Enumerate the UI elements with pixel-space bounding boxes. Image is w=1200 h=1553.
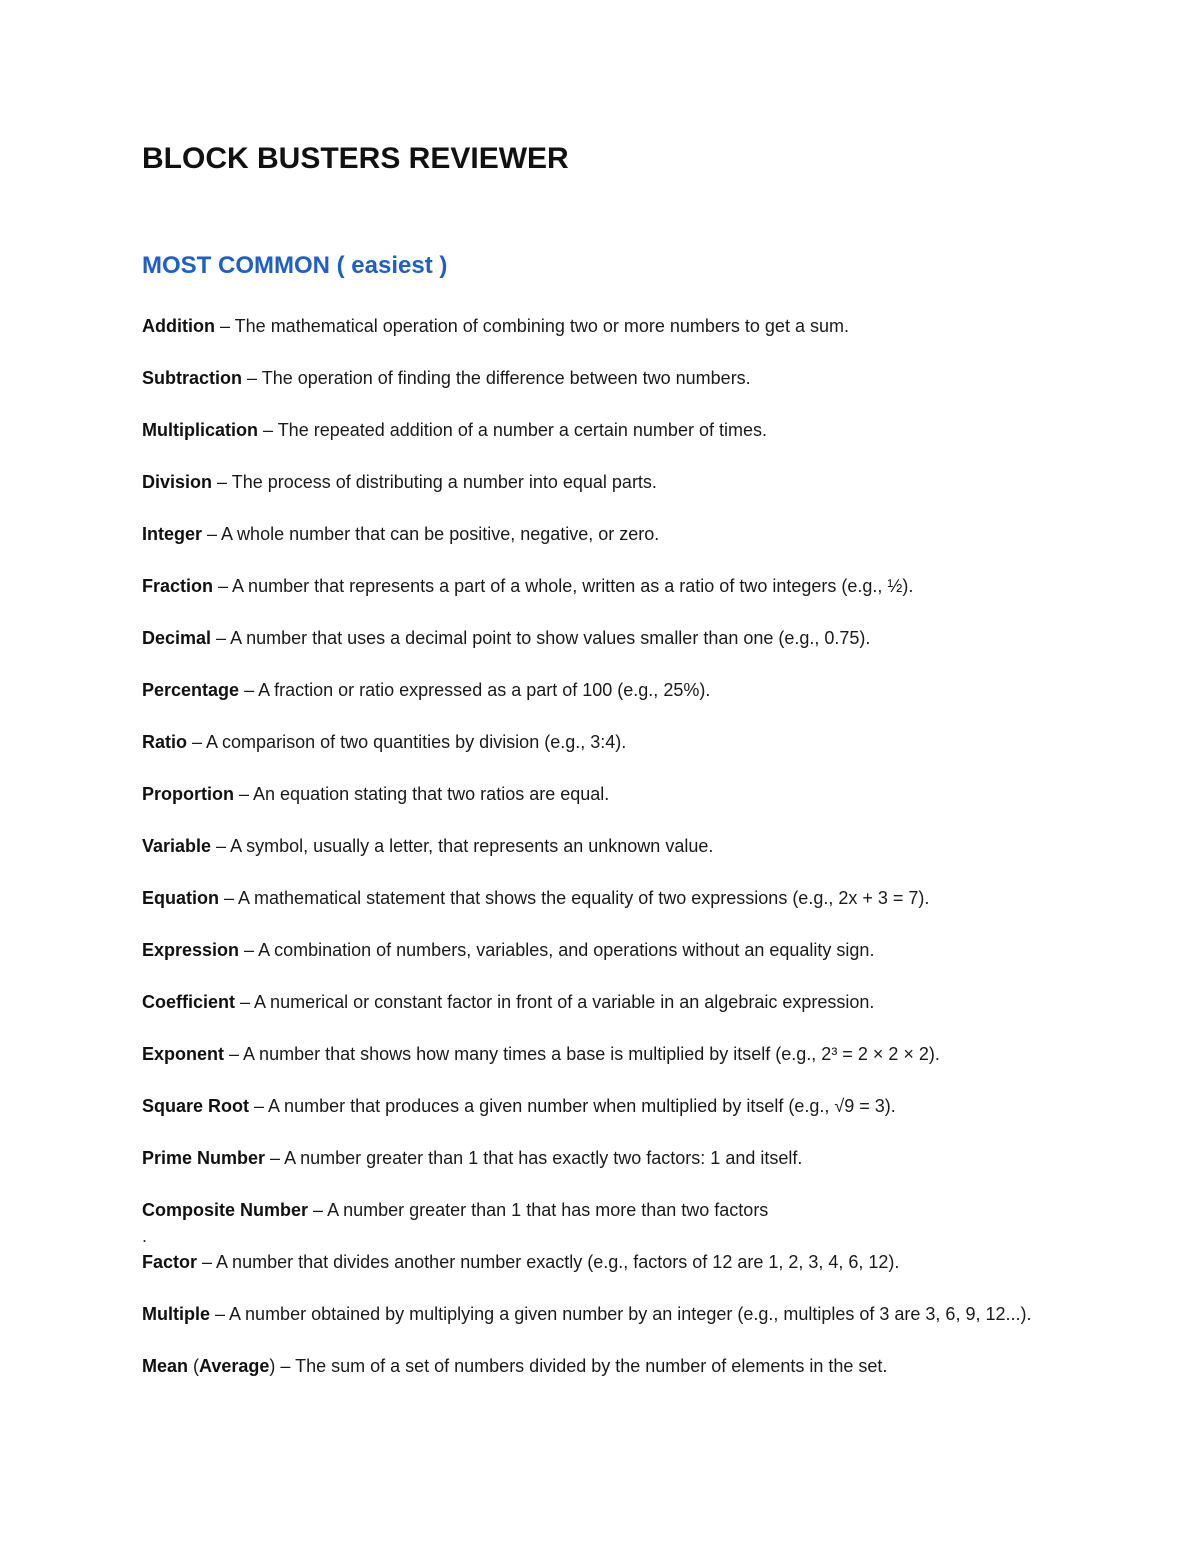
definition: A mathematical statement that shows the equality of two expressions (e.g., 2x + 3 = 7). [238, 888, 930, 908]
definition-entry-exponent [142, 1040, 1072, 1068]
definition-entry-variable [142, 832, 1072, 860]
definition: A number that divides another number exactly (e.g., factors of 12 are 1, 2, 3, 4, 6, 12). [216, 1252, 900, 1272]
term: Subtraction [142, 368, 243, 388]
definition-entry-fraction [142, 572, 1072, 600]
definition: A number that uses a decimal point to show values smaller than one (e.g., 0.75). [230, 628, 871, 648]
term: Expression [142, 940, 240, 960]
term: Mean [142, 1356, 189, 1376]
definition-entry-prime-number [142, 1144, 1072, 1172]
definition-entry-decimal [142, 624, 1072, 652]
paren-close: ) [269, 1356, 276, 1376]
definition-list [142, 312, 1072, 1404]
paren-open: ( [188, 1356, 200, 1376]
term: Coefficient [142, 992, 236, 1012]
separator: – [224, 1044, 244, 1064]
section-heading: MOST COMMON ( easiest ) [142, 252, 448, 279]
separator: – [211, 628, 231, 648]
separator: – [249, 1096, 269, 1116]
definition-entry-coefficient [142, 988, 1072, 1016]
separator: – [210, 1304, 230, 1324]
definition: A number obtained by multiplying a given number by an integer (e.g., multiples of 3 are 3, 6, 9, 12...). [229, 1304, 1032, 1324]
term: Variable [142, 836, 212, 856]
definition: The operation of finding the difference between two numbers. [261, 368, 751, 388]
definition: A number that shows how many times a base is multiplied by itself (e.g., 2³ = 2 × 2 × 2). [243, 1044, 940, 1064]
separator: – [258, 420, 278, 440]
term: Factor [142, 1252, 198, 1272]
term: Fraction [142, 576, 214, 596]
term: Square Root [142, 1096, 250, 1116]
separator: – [235, 992, 255, 1012]
definition-entry-factor [142, 1248, 1072, 1276]
definition-entry-multiple [142, 1300, 1072, 1328]
definition: The process of distributing a number into equal parts. [231, 472, 657, 492]
definition: The mathematical operation of combining two or more numbers to get a sum. [234, 316, 849, 336]
definition: A number that produces a given number when multiplied by itself (e.g., √9 = 3). [268, 1096, 896, 1116]
separator: – [187, 732, 207, 752]
term: Percentage [142, 680, 240, 700]
document-title: BLOCK BUSTERS REVIEWER [142, 142, 569, 175]
separator: – [308, 1200, 328, 1220]
separator: – [214, 316, 235, 336]
definition-entry-composite-number [142, 1196, 1072, 1224]
definition: A comparison of two quantities by division (e.g., 3:4). [206, 732, 627, 752]
separator: – [219, 888, 239, 908]
separator: – [213, 576, 233, 596]
separator: – [211, 836, 231, 856]
definition: The sum of a set of numbers divided by the number of elements in the set. [295, 1356, 888, 1376]
definition-entry-mean [142, 1352, 1072, 1380]
definition: A combination of numbers, variables, and operations without an equality sign. [258, 940, 875, 960]
separator: – [239, 680, 259, 700]
definition: An equation stating that two ratios are equal. [253, 784, 610, 804]
definition-entry-expression [142, 936, 1072, 964]
term: Integer [142, 524, 203, 544]
definition-entry-equation [142, 884, 1072, 912]
definition-entry-proportion [142, 780, 1072, 808]
term: Ratio [142, 732, 187, 752]
definition: A number that represents a part of a whole, written as a ratio of two integers (e.g., ½). [232, 576, 914, 596]
separator: – [197, 1252, 217, 1272]
definition-entry-addition [142, 312, 1072, 340]
definition: The repeated addition of a number a certain number of times. [277, 420, 767, 440]
separator: – [275, 1356, 296, 1376]
definition: A number greater than 1 that has more than two factors [327, 1200, 769, 1220]
separator: – [202, 524, 222, 544]
term: Division [142, 472, 213, 492]
definition: A fraction or ratio expressed as a part of 100 (e.g., 25%). [258, 680, 711, 700]
definition: A numerical or constant factor in front of a variable in an algebraic expression. [254, 992, 875, 1012]
definition-entry-square-root [142, 1092, 1072, 1120]
term: Multiple [142, 1304, 210, 1324]
separator: – [239, 940, 259, 960]
separator: – [234, 784, 254, 804]
separator: – [242, 368, 262, 388]
term: Decimal [142, 628, 212, 648]
definition: A symbol, usually a letter, that represents an unknown value. [230, 836, 714, 856]
composite-trailing-period: . [142, 1226, 148, 1246]
term: Composite Number [142, 1200, 309, 1220]
separator: – [265, 1148, 285, 1168]
term: Equation [142, 888, 219, 908]
alt-term: Average [199, 1356, 270, 1376]
term: Prime Number [142, 1148, 266, 1168]
definition-entry-integer [142, 520, 1072, 548]
term: Proportion [142, 784, 234, 804]
definition: A whole number that can be positive, negative, or zero. [221, 524, 660, 544]
definition-entry-multiplication [142, 416, 1072, 444]
term: Multiplication [142, 420, 258, 440]
definition: A number greater than 1 that has exactly two factors: 1 and itself. [284, 1148, 803, 1168]
term: Addition [142, 316, 215, 336]
definition-entry-percentage [142, 676, 1072, 704]
definition-entry-division [142, 468, 1072, 496]
definition-entry-subtraction [142, 364, 1072, 392]
definition-entry-ratio [142, 728, 1072, 756]
term: Exponent [142, 1044, 225, 1064]
separator: – [212, 472, 232, 492]
